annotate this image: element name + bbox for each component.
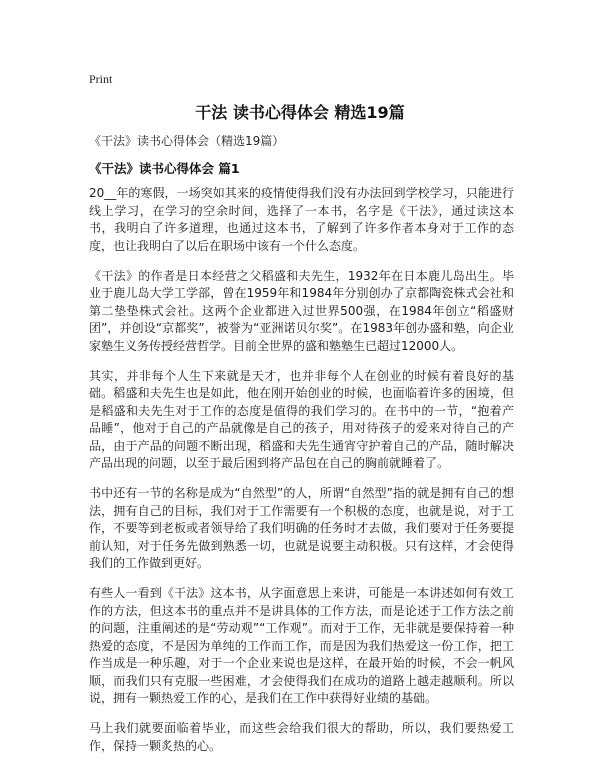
section-heading: 《干法》读书心得体会 篇1 bbox=[89, 161, 240, 176]
document-body bbox=[89, 185, 514, 768]
paragraph: 书中还有一节的名称是成为“自然型”的人，所谓“自然型”指的就是拥有自己的想法，拥有自己的目标，我们对于工作需要有一个积极的态度，也就是说，对于工作，不要等到老板或者领导给了我们明确的任务时才去做，我们要对于任务要提前认知，对于任务先做到熟悉一切，也就是说要主动积极。只有这样，才会使得我们的工作做到更好。 bbox=[89, 486, 514, 570]
paragraph: 有些人一看到《干法》这本书，从字面意思上来讲，可能是一本讲述如何有效工作的方法，但这本书的重点并不是讲具体的工作方法，而是论述于工作方法之前的问题，注重阐述的是“劳动观”“工作观”。而对于工作，无非就是要保持着一种热爱的态度，不是因为单纯的工作而工作，而是因为我们热爱这一份工作，把工作当成是一种乐趣，对于一个企业来说也是这样，在最开始的时候，不会一帆风顺，而我们只有克服一些困难，才会使得我们在成功的道路上越走越顺利。所以说，拥有一颗热爱工作的心，是我们在工作中获得好业绩的基础。 bbox=[89, 586, 514, 705]
paragraph: 《干法》的作者是日本经营之父稻盛和夫先生，1932年在日本鹿儿岛出生。毕业于鹿儿岛大学工学部，曾在1959年和1984年分别创办了京都陶瓷株式会社和第二垫垫株式会社。这两个企业都进入过世界500强，在1984年创立“稻盛财团”，并创设“京都奖”，被誉为“亚洲诺贝尔奖”。在1983年创办盛和塾，向企业家塾生义务传授经营哲学。目前全世界的盛和塾塾生已超过12000人。 bbox=[89, 268, 514, 353]
print-label: Print bbox=[89, 72, 113, 86]
page-title: 干法 读书心得体会 精选19篇 bbox=[195, 103, 405, 122]
paragraph: 其实，并非每个人生下来就是天才，也并非每个人在创业的时候有着良好的基础。稻盛和夫先生也是如此，他在刚开始创业的时候，也面临着许多的困境，但是稻盛和夫先生对于工作的态度是值得的我们学习的。在书中的一节，“抱着产品睡”，他对于自己的产品就像是自己的孩子，用对待孩子的爱来对待自己的产品，由于产品的问题不断出现，稻盛和夫先生通宵守护着自己的产品，随时解决产品出现的问题，以至于最后困到将产品包在自己的胸前就睡着了。 bbox=[89, 368, 514, 470]
paragraph: 马上我们就要面临着毕业，而这些会给我们很大的帮助，所以，我们要热爱工作，保持一颗炙热的心。 bbox=[89, 721, 514, 753]
document-subtitle: 《干法》读书心得体会（精选19篇） bbox=[89, 134, 285, 148]
paragraph: 20__年的寒假，一场突如其来的疫情使得我们没有办法回到学校学习，只能进行线上学习，在学习的空余时间，选择了一本书，名字是《干法》，通过读这本书，我明白了许多道理，也通过这本书，了解到了许多作者本身对于工作的态度，也让我明白了以后在职场中该有一个什么态度。 bbox=[89, 186, 514, 253]
